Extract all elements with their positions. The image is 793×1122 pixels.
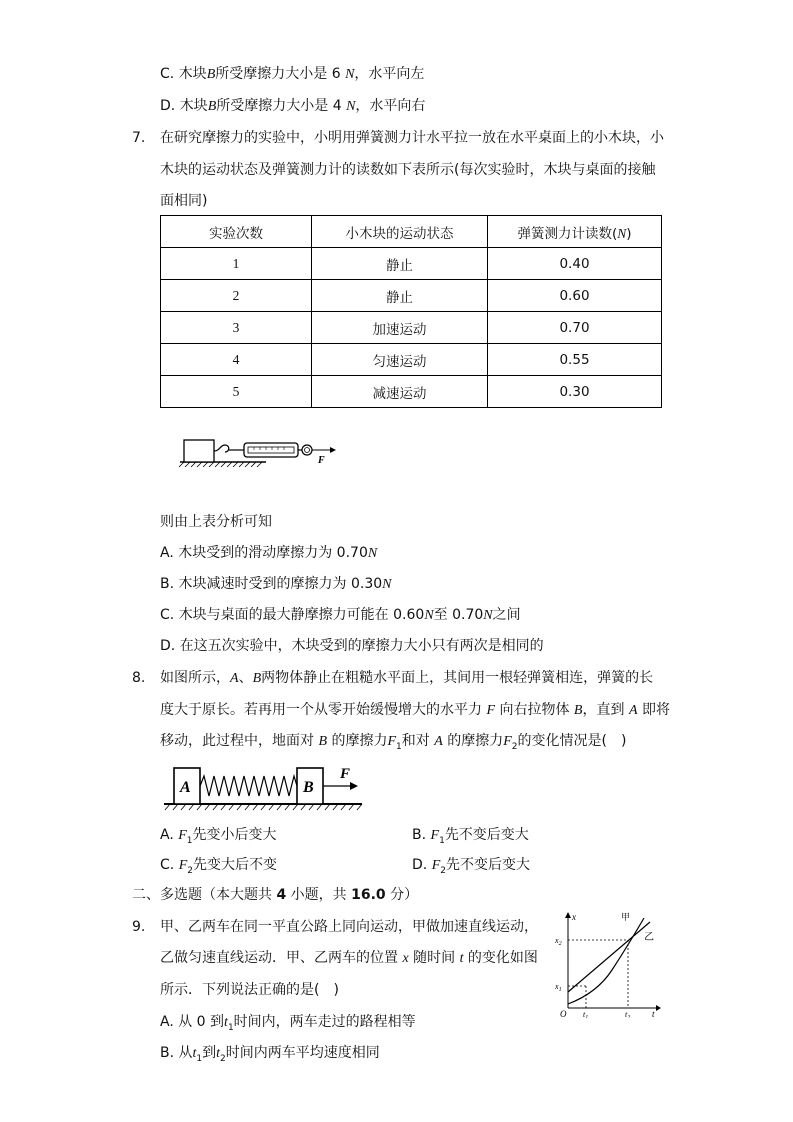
q7-data-table (160, 215, 662, 408)
q7-option-a: A. 木块受到的滑动摩擦力为 0.70N (160, 545, 378, 561)
q7-lead: 则由上表分析可知 (160, 514, 272, 530)
spring-scale-figure (178, 432, 338, 468)
table-cell: 静止 (312, 248, 488, 280)
table-row (161, 376, 662, 408)
jia-label: 甲 (621, 913, 631, 923)
table-row (161, 312, 662, 344)
table-cell: 匀速运动 (312, 344, 488, 376)
yi-label: 乙 (644, 932, 654, 943)
q8-option-a: A. $F_1$先变小后变大 (160, 827, 277, 846)
table-cell: 2 (161, 280, 312, 312)
spring-blocks-figure (164, 762, 364, 812)
q6-option-c: C. 木块B所受摩擦力大小是 6 N，水平向左 (160, 66, 425, 82)
force-label: F (318, 455, 325, 466)
q8-number: 8. (132, 670, 146, 686)
table-cell: 0.60 (488, 280, 662, 312)
t1-label: $t_1$ (583, 1010, 589, 1018)
force-label: F (340, 766, 351, 782)
curve-jia (568, 918, 644, 1004)
q9-option-b: B. 从$t_1$到$t_2$时间内两车平均速度相同 (160, 1045, 380, 1064)
table-row (161, 280, 662, 312)
q9-stem-line2: 乙做匀速直线运动．甲、乙两车的位置 x 随时间 t 的变化如图 (160, 950, 538, 966)
q7-stem-line3: 面相同) (160, 193, 208, 209)
spring (200, 776, 297, 796)
table-cell: 5 (161, 376, 312, 408)
line-yi (568, 922, 650, 992)
table-cell: 0.70 (488, 312, 662, 344)
q8-stem-line3: 移动，此过程中，地面对 B 的摩擦力$F_1$和对 A 的摩擦力$F_2$的变化情况是( ) (160, 733, 627, 752)
q9-number: 9. (132, 919, 146, 935)
origin-label: O (560, 1009, 567, 1018)
q7-option-c: C. 木块与桌面的最大静摩擦力可能在 0.60N至 0.70N之间 (160, 607, 521, 623)
q9-stem-line3: 所示．下列说法正确的是( ) (160, 982, 339, 998)
y-axis-label: x (572, 912, 576, 922)
q9-stem-line1: 甲、乙两车在同一平直公路上同向运动，甲做加速直线运动， (160, 919, 538, 935)
position-time-graph (552, 908, 662, 1018)
table-header-row (161, 216, 662, 248)
q8-stem-line1: 如图所示，A、B两物体静止在粗糙水平面上，其间用一根轻弹簧相连，弹簧的长 (160, 670, 654, 686)
table-cell: 4 (161, 344, 312, 376)
table-cell: 静止 (312, 280, 488, 312)
block-a-label: A (180, 779, 191, 796)
table-header: 实验次数 (161, 216, 312, 248)
table-row (161, 344, 662, 376)
q8-stem-line2: 度大于原长。若再用一个从零开始缓慢增大的水平力 F 向右拉物体 B，直到 A 即将 (160, 702, 670, 718)
option-label: D. (160, 98, 176, 114)
table-cell: 1 (161, 248, 312, 280)
x2-label: $x_2$ (555, 936, 562, 947)
table-cell: 0.30 (488, 376, 662, 408)
table-header: 小木块的运动状态 (312, 216, 488, 248)
q8-option-b: B. $F_1$先不变后变大 (412, 827, 529, 846)
table-cell: 减速运动 (312, 376, 488, 408)
table-cell: 3 (161, 312, 312, 344)
q8-option-d: D. $F_2$先不变后变大 (412, 857, 530, 876)
table-cell: 0.55 (488, 344, 662, 376)
table-header: 弹簧测力计读数(N) (488, 216, 662, 248)
q7-option-b: B. 木块减速时受到的摩擦力为 0.30N (160, 576, 392, 592)
wooden-block (184, 440, 214, 462)
t2-label: $t_2$ (625, 1010, 631, 1018)
q7-number: 7. (132, 130, 146, 146)
q6-option-d: D. 木块B所受摩擦力大小是 4 N，水平向右 (160, 98, 426, 114)
x1-label: $x_1$ (555, 982, 562, 993)
q8-option-c: C. $F_2$先变大后不变 (160, 857, 277, 876)
q7-option-d: D. 在这五次实验中，木块受到的摩擦力大小只有两次是相同的 (160, 638, 544, 654)
table-cell: 加速运动 (312, 312, 488, 344)
q7-stem-line1: 在研究摩擦力的实验中，小明用弹簧测力计水平拉一放在水平桌面上的小木块，小 (160, 130, 664, 146)
block-b-label: B (303, 779, 314, 796)
x-axis-label: t (652, 1009, 655, 1018)
table-cell: 0.40 (488, 248, 662, 280)
table-row (161, 248, 662, 280)
q9-option-a: A. 从 0 到$t_1$时间内，两车走过的路程相等 (160, 1014, 416, 1033)
option-label: C. (160, 66, 175, 82)
section-heading: 二、多选题（本大题共 4 小题，共 16.0 分） (132, 887, 419, 903)
q7-stem-line2: 木块的运动状态及弹簧测力计的读数如下表所示(每次实验时，木块与桌面的接触 (160, 162, 656, 178)
